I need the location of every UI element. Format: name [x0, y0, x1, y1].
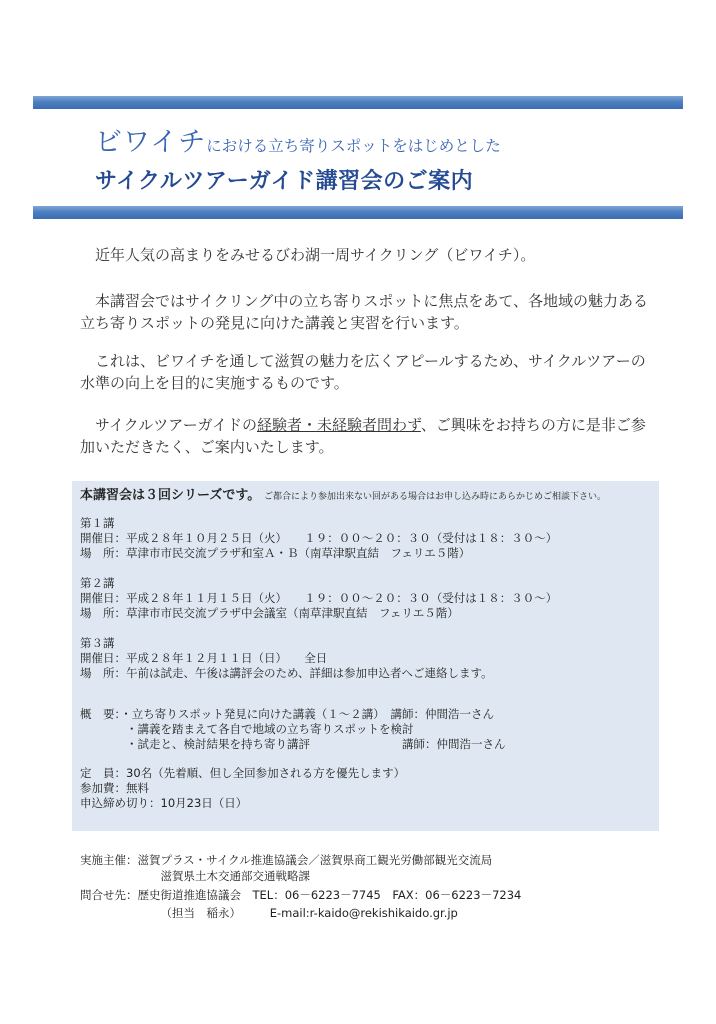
- title-line-1: [95, 120, 501, 159]
- capacity: 定 員：30名（先着順、但し全回参加される方を優先します）: [80, 766, 406, 780]
- session-3-place: 場 所：午前は試走、午後は講評会のため、詳細は参加申込者へご連絡します。: [80, 666, 493, 680]
- p4-underlined-text: 経験者・未経験者問わず: [257, 416, 421, 434]
- organizer-line-1: 実施主催：滋賀プラス・サイクル推進協議会／滋賀県商工観光労働部観光交流局: [80, 853, 493, 867]
- p4-text-before: サイクルツアーガイドの: [80, 416, 258, 434]
- overview-line-2: ・講義を踏まえて各自で地域の立ち寄りスポットを検討: [80, 722, 414, 736]
- info-headline-note: ご都合により参加出来ない回がある場合はお申し込み時にあらかじめご相談下さい。: [263, 492, 606, 502]
- title-biwaichi: ビワイチ: [95, 127, 207, 158]
- info-headline: [80, 488, 606, 505]
- contact-line-2: （担当 稲永） E-mail:r-kaido@rekishikaido.gr.jp: [160, 906, 458, 920]
- contact-line-1: 問合せ先：歴史街道推進協議会 TEL：06－6223－7745 FAX：06－6223－7234: [80, 888, 522, 902]
- intro-paragraph-3: これは、ビワイチを通して滋賀の魅力を広くアピールするため、サイクルツアーの水準の向上を目的に実施するものです。: [80, 352, 646, 392]
- session-1-date: 開催日：平成２８年１０月２５日（火） １９：００～２０：３０（受付は１８：３０～）: [80, 531, 558, 545]
- overview-line-3: ・試走と、検討結果を持ち寄り講評 講師：仲間浩一さん: [80, 737, 506, 751]
- session-3-date: 開催日：平成２８年１２月１１日（日） 全日: [80, 651, 328, 665]
- intro-paragraph-4: [80, 414, 660, 458]
- intro-paragraph-2: 本講習会ではサイクリング中の立ち寄りスポットに焦点をあて、各地域の魅力ある立ち寄りスポットの発見に向けた講義と実習を行います。: [80, 292, 649, 332]
- info-headline-text: 本講習会は３回シリーズです。: [80, 488, 261, 503]
- top-decorative-bar: [33, 96, 683, 109]
- title-subtitle: における立ち寄りスポットをはじめとした: [206, 137, 501, 155]
- session-1-title: 第１講: [80, 516, 115, 530]
- organizer-line-2: 滋賀県土木交通部交通戦略課: [160, 869, 310, 883]
- intro-paragraph-1: 近年人気の高まりをみせるびわ湖一周サイクリング（ビワイチ）。: [80, 246, 536, 264]
- session-2-title: 第２講: [80, 576, 115, 590]
- p4-text-after: 、ご興味をお持ちの方に是非ご参加いただきたく、ご案内いたします。: [80, 416, 646, 456]
- fee: 参加費：無料: [80, 781, 149, 795]
- session-3-title: 第３講: [80, 636, 115, 650]
- session-1-place: 場 所：草津市市民交流プラザ和室Ａ・Ｂ（南草津駅直結 フェリエ５階）: [80, 546, 471, 560]
- application-deadline: 申込締め切り：10月23日（日）: [80, 796, 248, 810]
- session-2-date: 開催日：平成２８年１１月１５日（火） １９：００～２０：３０（受付は１８：３０～）: [80, 591, 558, 605]
- session-2-place: 場 所：草津市市民交流プラザ中会議室（南草津駅直結 フェリエ５階）: [80, 606, 459, 620]
- page-title: サイクルツアーガイド講習会のご案内: [95, 169, 474, 194]
- bottom-decorative-bar: [33, 206, 683, 219]
- overview-line-1: 概 要：・立ち寄りスポット発見に向けた講義（１～２講） 講師：仲間浩一さん: [80, 707, 494, 721]
